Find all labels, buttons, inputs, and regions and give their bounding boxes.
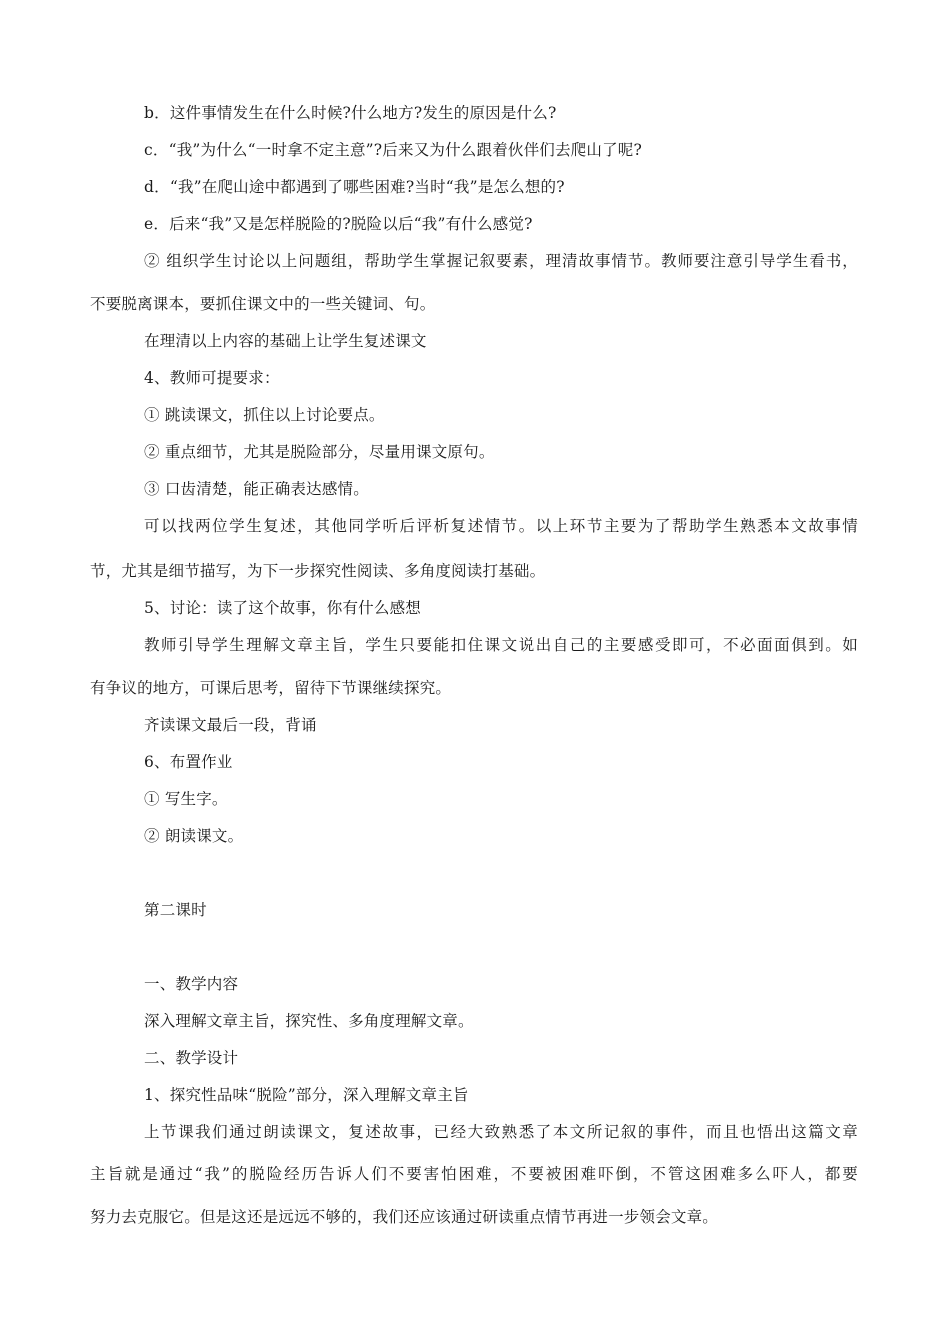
list-item: ① 跳读课文，抓住以上讨论要点。	[144, 406, 385, 424]
paragraph-line: 努力去克服它。但是这还是远远不够的，我们还应该通过研读重点情节再进一步领会文章。	[90, 1208, 719, 1226]
paragraph-line: 在理清以上内容的基础上让学生复述课文	[144, 332, 427, 350]
paragraph-line: 不要脱离课本，要抓住课文中的一些关键词、句。	[90, 295, 436, 313]
paragraph-line: 节，尤其是细节描写，为下一步探究性阅读、多角度阅读打基础。	[90, 562, 546, 580]
question-b: b．这件事情发生在什么时候?什么地方?发生的原因是什么?	[144, 104, 557, 122]
paragraph-line: 有争议的地方，可课后思考，留待下节课继续探究。	[90, 679, 452, 697]
paragraph-line: 深入理解文章主旨，探究性、多角度理解文章。	[144, 1012, 474, 1030]
list-item: ③ 口齿清楚，能正确表达感情。	[144, 480, 369, 498]
question-e: e．后来“我”又是怎样脱险的?脱险以后“我”有什么感觉?	[144, 215, 533, 233]
paragraph-line: ② 组织学生讨论以上问题组，帮助学生掌握记叙要素，理清故事情节。教师要注意引导学生看书，	[144, 252, 858, 270]
section-heading: 6、布置作业	[144, 753, 233, 771]
question-c: c．“我”为什么“一时拿不定主意”?后来又为什么跟着伙伴们去爬山了呢?	[144, 141, 642, 159]
list-item: ② 朗读课文。	[144, 827, 244, 845]
section-heading: 二、教学设计	[144, 1049, 239, 1067]
section-heading: 5、讨论：读了这个故事，你有什么感想	[144, 599, 421, 617]
paragraph-line: 教师引导学生理解文章主旨，学生只要能扣住课文说出自己的主要感受即可，不必面面俱到。如	[144, 636, 858, 654]
question-d: d．“我”在爬山途中都遇到了哪些困难?当时“我”是怎么想的?	[144, 178, 565, 196]
section-heading: 4、教师可提要求：	[144, 369, 280, 387]
list-item: ② 重点细节，尤其是脱险部分，尽量用课文原句。	[144, 443, 495, 461]
paragraph-line: 主旨就是通过“我”的脱险经历告诉人们不要害怕困难，不要被困难吓倒，不管这困难多么吓人，都要	[90, 1165, 858, 1183]
list-item: ① 写生字。	[144, 790, 228, 808]
paragraph-line: 上节课我们通过朗读课文，复述故事，已经大致熟悉了本文所记叙的事件，而且也悟出这篇文章	[144, 1123, 858, 1141]
paragraph-line: 可以找两位学生复述，其他同学听后评析复述情节。以上环节主要为了帮助学生熟悉本文故事情	[144, 517, 858, 535]
section-heading: 1、探究性品味“脱险”部分，深入理解文章主旨	[144, 1086, 469, 1104]
section-heading: 一、教学内容	[144, 975, 239, 993]
paragraph-line: 齐读课文最后一段，背诵	[144, 716, 317, 734]
lesson-title: 第二课时	[144, 901, 207, 919]
